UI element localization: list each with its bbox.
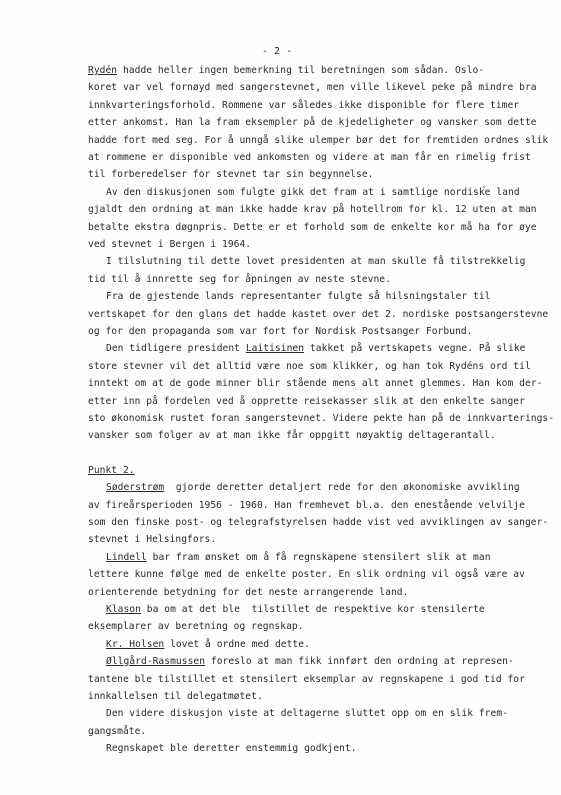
text-line — [88, 465, 135, 477]
text-span: takket på vertskapets vegne. På slike — [304, 343, 526, 354]
text-span: foreslo at man fikk innført den ordning at represen- — [205, 656, 514, 667]
text-span: bar fram ønsket om å få regnskapene stensilert slik at man — [146, 552, 491, 563]
text-line — [88, 430, 496, 442]
text-line — [88, 500, 525, 512]
text-span: og for den propaganda som var fort for Nordisk Postsanger Forbund. — [88, 326, 473, 337]
text-span: ba om at det ble tilstillet de respektive kor stensilerte — [140, 604, 485, 615]
text-span: store stevner vil det alltid være noe som klikker, og han tok Rydéns ord til — [88, 361, 531, 372]
text-line — [88, 587, 408, 599]
text-span: Av den diskusjonen som fulgte gikk det fram at i samtlige nordiske land — [106, 187, 520, 198]
text-line — [106, 482, 520, 494]
text-span: Regnskapet ble deretter enstemmig godkjent. — [106, 743, 357, 754]
text-line — [88, 135, 548, 147]
text-line — [88, 117, 537, 129]
text-line — [88, 378, 542, 390]
text-line — [88, 517, 548, 529]
text-span: gjaldt den ordning at man ikke hadde krav på hotellrom for kl. 12 uten at man — [88, 204, 537, 215]
text-line — [106, 552, 491, 564]
text-line — [106, 604, 485, 616]
text-line — [88, 361, 531, 373]
text-span: vansker som folger av at man ikke får oppgitt nøyaktig deltagerantall. — [88, 430, 496, 441]
text-span: eksemplarer av beretning og regnskap. — [88, 621, 304, 632]
text-line — [106, 291, 491, 303]
text-line — [106, 256, 525, 268]
text-line — [88, 152, 531, 164]
text-line — [88, 396, 525, 408]
text-span: Den videre diskusjon viste at deltagerne sluttet opp om en slik frem- — [106, 708, 508, 719]
underlined-name: Søderstrøm — [106, 482, 165, 493]
text-line — [88, 309, 548, 321]
text-line — [88, 100, 519, 112]
underlined-name: Kr. Holsen — [106, 639, 165, 650]
text-span: hadde heller ingen bemerkning til beretningen som sådan. Oslo- — [117, 65, 485, 76]
text-span: sto økonomisk rustet foran sangerstevnet. Videre pekte han på de innkvarterings- — [88, 413, 555, 424]
text-line — [106, 708, 508, 720]
text-span: Fra de gjestende lands representanter fulgte så hilsningstaler til — [106, 291, 491, 302]
page-number: - 2 - — [262, 46, 293, 57]
text-line — [88, 326, 473, 338]
text-line — [88, 674, 525, 686]
text-line — [88, 222, 537, 234]
text-line — [88, 204, 537, 216]
text-span: av fireårsperioden 1956 - 1960. Han fremhevet bl.a. den enestående velvilje — [88, 500, 525, 511]
text-span: Den tidligere president — [106, 343, 246, 354]
text-span: lettere kunne følge med de enkelte poster. En slik ordning vil også være av — [88, 569, 525, 580]
text-line — [88, 169, 373, 181]
text-line — [106, 639, 310, 651]
text-span: tantene ble tilstillet et stensilert eksemplar av regnskapene i god tid for — [88, 674, 525, 685]
text-span: koret var vel fornøyd med sangerstevnet, men ville likevel peke på mindre bra — [88, 82, 537, 93]
text-span: innkallelsen til delegatmøtet. — [88, 691, 263, 702]
text-line — [88, 65, 484, 77]
text-span: innkvarteringsforhold. Rommene var således ikke disponible for flere timer — [88, 100, 520, 111]
underlined-name: Lindell — [106, 552, 147, 563]
text-line — [88, 413, 554, 425]
text-span: etter ankomst. Han la fram eksempler på de kjedeligheter og vansker som dette — [88, 117, 537, 128]
text-line — [88, 569, 525, 581]
text-line — [88, 274, 391, 286]
text-span: hadde fort med seg. For å unngå slike ulemper bør det for fremtiden ordnes slik — [88, 135, 549, 146]
text-span: som den finske post- og telegrafstyrelsen hadde vist ved avviklingen av sanger- — [88, 517, 549, 528]
text-span: etter inn på fordelen ved å opprette reisekasser slik at den enkelte sanger — [88, 396, 525, 407]
underlined-name: Rydén — [88, 65, 118, 76]
text-span: lovet å ordne med dette. — [164, 639, 310, 650]
text-line — [88, 691, 263, 703]
text-span: betalte ekstra døgnpris. Dette er et forhold som de enkelte kor må ha for øye — [88, 222, 537, 233]
text-span: gjorde deretter detaljert rede for den økonomiske avvikling — [164, 482, 520, 493]
text-span: ved stevnet i Bergen i 1964. — [88, 239, 252, 250]
text-span: I tilslutning til dette lovet presidenten at man skulle få tilstrekkelig — [106, 256, 526, 267]
text-span: tid til å innrette seg for åpningen av neste stevne. — [88, 274, 391, 285]
underlined-name: Laitisinen — [245, 343, 305, 354]
text-span: vertskapet for den glans det hadde kastet over det 2. nordiske postsangerstevne — [88, 309, 549, 320]
text-line — [88, 534, 216, 546]
underlined-name: Punkt 2. — [88, 465, 135, 476]
text-span: stevnet i Helsingfors. — [88, 534, 217, 545]
underlined-name: Klason — [106, 604, 141, 615]
underlined-name: Øllgård-Rasmussen — [106, 656, 206, 667]
text-span: orienterende betydning for det neste arrangerende land. — [88, 587, 409, 598]
text-line — [88, 621, 304, 633]
text-line — [88, 726, 146, 738]
text-span: inntekt om at de gode minner blir stående mens alt annet glemmes. Han kom der- — [88, 378, 543, 389]
text-line — [88, 82, 537, 94]
text-span: gangsmåte. — [88, 726, 147, 737]
text-span: til forberedelser for stevnet tar sin begynnelse. — [88, 169, 374, 180]
text-line — [106, 743, 357, 755]
text-line — [88, 239, 251, 251]
text-line — [106, 187, 520, 199]
text-span: at rommene er disponible ved ankomsten og videre at man får en rimelig frist — [88, 152, 531, 163]
text-line — [106, 343, 525, 355]
text-line — [106, 656, 514, 668]
